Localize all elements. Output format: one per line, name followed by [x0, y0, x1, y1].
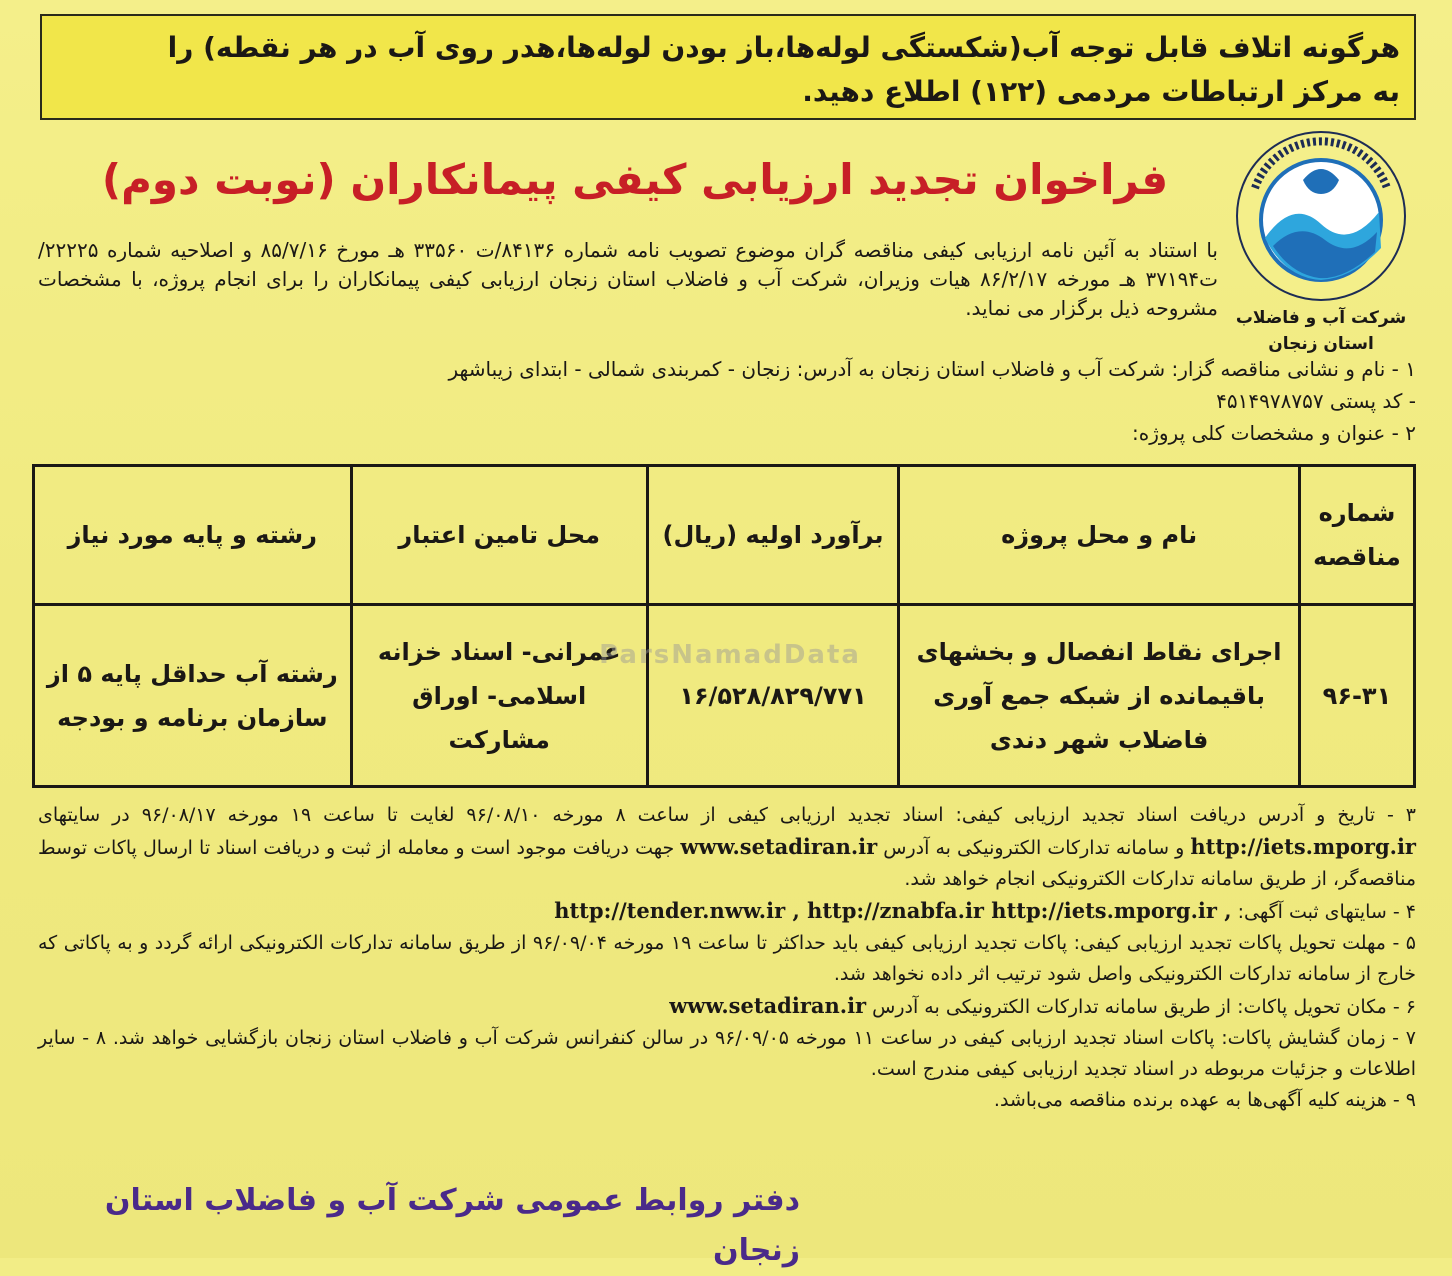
cell-tender-number: ۹۶-۳۱: [1299, 605, 1414, 787]
item-3-iets-link[interactable]: http://iets.mporg.ir: [1190, 834, 1416, 859]
banner-line-1: هرگونه اتلاف قابل توجه آب(شکستگی لوله‌ها،باز بودن لوله‌ها،هدر روی آب در هر نقطه) را: [167, 31, 1400, 64]
cell-initial-estimate: ۱۶/۵۲۸/۸۲۹/۷۷۱: [647, 605, 898, 787]
item-2-heading: ۲ - عنوان و مشخصات کلی پروژه:: [1132, 421, 1416, 445]
logo-caption-2: استان زنجان: [1268, 334, 1374, 354]
table-row: [34, 605, 1415, 787]
header-project-name: نام و محل پروژه: [899, 466, 1300, 605]
table-header-row: [34, 466, 1415, 605]
item-4: [38, 895, 1416, 928]
banner-line-2: به مرکز ارتباطات مردمی (۱۲۲) اطلاع دهید.: [802, 75, 1400, 108]
item-3-setadiran-link[interactable]: www.setadiran.ir: [680, 834, 878, 859]
watermark: ParsNamadData: [599, 640, 861, 670]
logo-caption-1: شرکت آب و فاضلاب: [1235, 308, 1407, 328]
item-7: ۷ - زمان گشایش پاکات: پاکات اسناد تجدید ارزیابی کیفی در ساعت ۱۱ مورخه ۹۶/۰۹/۰۵ در سالن کنفرانس شرکت آب و فاضلاب استان زنجان بازگشایی خواهد شد. ۸ - سایر اطلاعات و جزئیات مربوطه در اسناد تجدید ارزیابی کیفی مندرج است.: [38, 1027, 1416, 1080]
header-initial-estimate: برآورد اولیه (ریال): [647, 466, 898, 605]
tender-party-section: [38, 353, 1416, 449]
water-waste-banner: [40, 14, 1416, 120]
water-drop-logo-icon: [1233, 128, 1409, 304]
page-title: فراخوان تجدید ارزیابی کیفی پیمانکاران (نوبت دوم): [101, 155, 1169, 204]
header-tender-number: شماره مناقصه: [1299, 466, 1414, 605]
cell-project-name: اجرای نقاط انفصال و بخشهای باقیمانده از شبکه جمع آوری فاضلاب شهر دندی: [899, 605, 1300, 787]
item-4-site-links[interactable]: http://tender.nww.ir , http://znabfa.ir http://iets.mporg.ir ,: [554, 898, 1232, 923]
project-table: [32, 464, 1416, 788]
item-4-label: ۴ - سایتهای ثبت آگهی:: [1237, 901, 1416, 923]
item-6: [38, 990, 1416, 1023]
intro-paragraph: با استناد به آئین نامه ارزیابی کیفی مناقصه گران موضوع تصویب نامه شماره ۸۴۱۳۶/ت ۳۳۵۶۰ هـ مورخ ۸۵/۷/۱۶ و اصلاحیه شماره ۲۲۲۲۵/ت۳۷۱۹۴ هـ مورخه ۸۶/۲/۱۷ هیات وزیران، شرکت آب و فاضلاب استان زنجان ارزیابی کیفی پیمانکاران را برای انجام پروژه، با مشخصات مشروحه ذیل برگزار می نماید.: [38, 238, 1219, 320]
item-5: ۵ - مهلت تحویل پاکات تجدید ارزیابی کیفی: پاکات تجدید ارزیابی کیفی باید حداکثر تا ساعت ۱۹ مورخه ۹۶/۰۹/۰۴ از طریق سامانه تدارکات الکترونیکی ارائه گردد و به پاکاتی که خارج از سامانه تدارکات الکترونیکی واصل شود ترتیب اثر داده نخواهد شد.: [38, 932, 1416, 985]
item-1-postal-code: - کد پستی ۴۵۱۴۹۷۸۷۵۷: [1216, 389, 1416, 413]
item-3: [38, 800, 1416, 895]
item-6-text: ۶ - مکان تحویل پاکات: از طریق سامانه تدارکات الکترونیکی به آدرس: [872, 996, 1416, 1018]
cell-required-field: رشته آب حداقل پایه ۵ از سازمان برنامه و بودجه: [34, 605, 352, 787]
item-3-text-c: جهت دریافت موجود است و معامله از ثبت و دریافت اسناد تا ارسال پاکات توسط مناقصه‌گر، از طریق سامانه تدارکات الکترونیکی انجام خواهد شد.: [38, 837, 1416, 890]
header-funding-source: محل تامین اعتبار: [351, 466, 647, 605]
item-1-address: ۱ - نام و نشانی مناقصه گزار: شرکت آب و فاضلاب استان زنجان به آدرس: زنجان - کمربندی شمالی - ابتدای زیباشهر: [448, 357, 1416, 381]
tender-details: [38, 800, 1416, 1116]
public-relations-signature: دفتر روابط عمومی شرکت آب و فاضلاب استان زنجان: [104, 1183, 800, 1268]
cell-funding-source: عمرانی- اسناد خزانه اسلامی- اوراق مشارکت: [351, 605, 647, 787]
header-required-field: رشته و پایه مورد نیاز: [34, 466, 352, 605]
item-3-text-a: ۳ - تاریخ و آدرس دریافت اسناد تجدید ارزیابی کیفی: اسناد تجدید ارزیابی کیفی از ساعت ۸ مورخه ۹۶/۰۸/۱۰ لغایت تا ساعت ۱۹ مورخه ۹۶/۰۸/۱۷ در سایتهای: [38, 804, 1416, 826]
item-3-text-b: و سامانه تدارکات الکترونیکی به آدرس: [883, 837, 1185, 859]
item-6-setadiran-link[interactable]: www.setadiran.ir: [669, 993, 867, 1018]
company-logo: [1226, 128, 1416, 358]
item-9: ۹ - هزینه کلیه آگهی‌ها به عهده برنده مناقصه می‌باشد.: [993, 1089, 1416, 1111]
